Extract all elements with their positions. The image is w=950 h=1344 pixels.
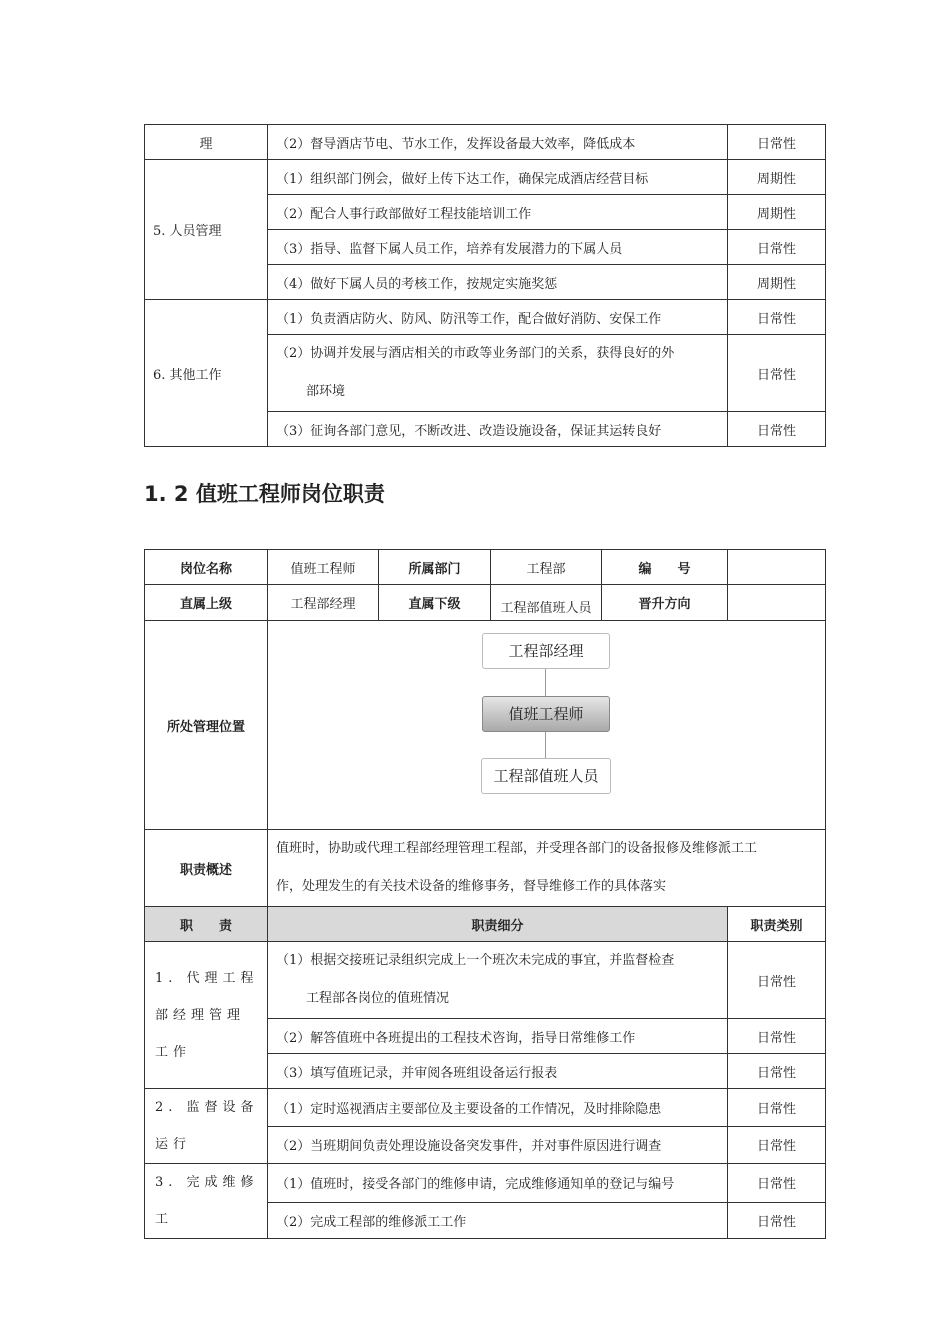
detail-line: （2）协调并发展与酒店相关的市政等业务部门的关系，获得良好的外 — [276, 346, 675, 361]
detail-line: 部环境 — [306, 384, 346, 399]
type-cell: 日常性 — [728, 1164, 826, 1203]
detail-cell: （3）指导、监督下属人员工作，培养有发展潜力的下属人员 — [268, 230, 728, 265]
org-connector — [545, 732, 546, 759]
header-type: 职责类别 — [728, 907, 826, 942]
detail-cell: （2）配合人事行政部做好工程技能培训工作 — [268, 195, 728, 230]
type-cell: 日常性 — [728, 335, 826, 412]
type-cell: 日常性 — [728, 942, 826, 1019]
org-chart — [268, 621, 826, 830]
type-cell: 周期性 — [728, 265, 826, 300]
superior-label: 直属上级 — [145, 585, 268, 621]
detail-cell: （2）当班期间负责处理设施设备突发事件，并对事件原因进行调查 — [268, 1126, 728, 1164]
type-cell: 日常性 — [728, 1202, 826, 1238]
summary-line: 值班时，协助或代理工程部经理管理工程部，并受理各部门的设备报修及维修派工工 — [276, 841, 758, 856]
detail-cell: （1）负责酒店防火、防风、防汛等工作，配合做好消防、安保工作 — [268, 300, 728, 335]
type-cell: 日常性 — [728, 1089, 826, 1127]
type-cell: 周期性 — [728, 195, 826, 230]
type-cell: 日常性 — [728, 230, 826, 265]
position-duty-table — [144, 549, 826, 1239]
detail-line: 工程部各岗位的值班情况 — [306, 991, 450, 1006]
type-cell: 日常性 — [728, 1054, 826, 1089]
detail-cell: （2）完成工程部的维修派工工作 — [268, 1202, 728, 1238]
type-cell: 周期性 — [728, 160, 826, 195]
number-label: 编 号 — [602, 550, 728, 585]
category-cell: 6. 其他工作 — [145, 300, 268, 447]
section-heading: 1. 2 值班工程师岗位职责 — [144, 482, 385, 506]
type-cell: 日常性 — [728, 125, 826, 160]
type-cell: 日常性 — [728, 412, 826, 447]
position-mgmt-label: 所处管理位置 — [145, 621, 268, 830]
detail-line: （1）根据交接班记录组织完成上一个班次未完成的事宜，并监督检查 — [276, 953, 675, 968]
superior-value: 工程部经理 — [268, 585, 379, 621]
header-duty: 职 责 — [145, 907, 268, 942]
dept-label: 所属部门 — [379, 550, 491, 585]
detail-cell: （2）督导酒店节电、节水工作，发挥设备最大效率，降低成本 — [268, 125, 728, 160]
position-label: 岗位名称 — [145, 550, 268, 585]
type-cell: 日常性 — [728, 300, 826, 335]
category-cell: 5. 人员管理 — [145, 160, 268, 300]
subordinate-label: 直属下级 — [379, 585, 491, 621]
org-connector — [545, 669, 546, 696]
summary-label: 职责概述 — [145, 830, 268, 907]
promotion-value — [728, 585, 826, 621]
dept-value: 工程部 — [491, 550, 602, 585]
detail-cell: （1）值班时，接受各部门的维修申请，完成维修通知单的登记与编号 — [268, 1164, 728, 1203]
org-node-manager: 工程部经理 — [482, 633, 610, 669]
type-cell: 日常性 — [728, 1019, 826, 1054]
category-cell: 理 — [145, 125, 268, 160]
detail-cell: （1）组织部门例会，做好上传下达工作，确保完成酒店经营目标 — [268, 160, 728, 195]
detail-cell — [268, 942, 728, 1019]
type-cell: 日常性 — [728, 1126, 826, 1164]
summary-text — [268, 830, 826, 907]
detail-cell: （3）填写值班记录，并审阅各班组设备运行报表 — [268, 1054, 728, 1089]
detail-cell: （1）定时巡视酒店主要部位及主要设备的工作情况，及时排除隐患 — [268, 1089, 728, 1127]
detail-cell: （4）做好下属人员的考核工作，按规定实施奖惩 — [268, 265, 728, 300]
category-cell: 2. 监督设备运行 — [145, 1089, 268, 1164]
header-detail: 职责细分 — [268, 907, 728, 942]
number-value — [728, 550, 826, 585]
org-node-duty-staff: 工程部值班人员 — [481, 758, 611, 794]
subordinate-value: 工程部值班人员 — [491, 585, 602, 621]
duty-table-continued — [144, 124, 826, 447]
detail-cell: （2）解答值班中各班提出的工程技术咨询，指导日常维修工作 — [268, 1019, 728, 1054]
detail-cell — [268, 335, 728, 412]
summary-line: 作，处理发生的有关技术设备的维修事务，督导维修工作的具体落实 — [276, 879, 667, 894]
promotion-label: 晋升方向 — [602, 585, 728, 621]
org-node-duty-engineer: 值班工程师 — [482, 696, 610, 732]
category-cell: 1. 代理工程部经理管理工作 — [145, 942, 268, 1089]
category-cell: 3. 完成维修工 — [145, 1164, 268, 1239]
detail-cell: （3）征询各部门意见，不断改进、改造设施设备，保证其运转良好 — [268, 412, 728, 447]
position-value: 值班工程师 — [268, 550, 379, 585]
